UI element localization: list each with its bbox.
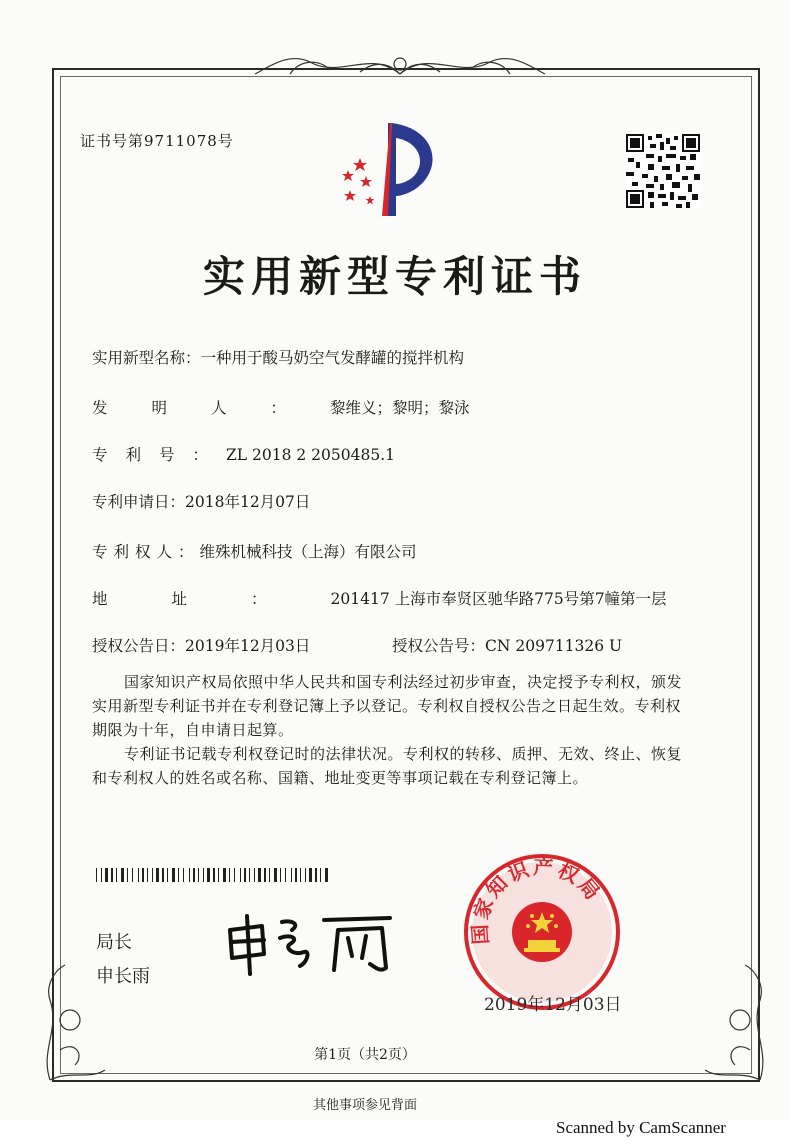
seal-text: 国家知识产权局 [467,854,607,946]
field-grant-number [392,634,622,656]
field-label: 专利权人： [92,543,200,561]
seal-date: 2019年12月03日 [484,995,622,1015]
field-label: 授权公告号： [392,637,486,655]
certificate-number: 证书号第9711078号 [80,132,234,150]
director-signature [220,908,400,978]
director-name: 申长雨 [96,966,150,987]
bottom-right-ornament [700,960,780,1090]
field-label: 授权公告日： [92,637,186,655]
field-value: 2019年12月03日 [185,637,311,655]
field-label: 地址： [92,590,331,608]
field-value: 维殊机械科技（上海）有限公司 [199,543,417,561]
field-label: 实用新型名称： [92,349,201,367]
field-inventor [92,396,470,418]
field-label: 发明人： [92,399,331,417]
barcode [96,868,328,882]
statement-paragraph-2: 专利证书记载专利权登记时的法律状况。专利权的转移、质押、无效、终止、恢复和专利权人的姓名或名称、国籍、地址变更等事项记载在专利登记簿上。 [92,745,683,787]
field-value: CN 209711326 U [485,637,623,655]
field-label: 专利申请日： [92,493,186,511]
field-value: 201417 上海市奉贤区驰华路775号第7幢第一层 [330,590,667,608]
field-value: 一种用于酸马奶空气发酵罐的搅拌机构 [200,349,465,367]
field-grant-date [92,634,310,656]
certificate-title: 实用新型专利证书 [202,252,587,301]
page-number: 第1页（共2页） [314,1047,416,1063]
patent-office-logo [330,118,450,218]
qr-code [626,134,700,208]
field-value: 黎维义；黎明；黎泳 [330,399,470,417]
scanner-watermark: Scanned by CamScanner [556,1118,726,1137]
inner-border [60,76,752,1074]
field-utility-model-name [92,346,464,368]
top-ornament [250,44,550,84]
field-patentee [92,540,417,562]
national-emblem [512,902,572,962]
director-title: 局长 [96,932,132,953]
official-seal [462,852,622,1012]
field-value: 2018年12月07日 [185,493,311,511]
field-patent-number [92,443,395,465]
field-filing-date [92,490,310,512]
field-address [92,587,667,609]
statement-paragraph-1: 国家知识产权局依照中华人民共和国专利法经过初步审查，决定授予专利权，颁发实用新型专利证书并在专利登记簿上予以登记。专利权自授权公告之日起生效。专利权期限为十年，自申请日起算。 [92,673,683,739]
field-label: 专利号： [92,446,227,464]
footer-note: 其他事项参见背面 [312,1098,417,1113]
field-value: ZL 2018 2 2050485.1 [226,446,395,464]
